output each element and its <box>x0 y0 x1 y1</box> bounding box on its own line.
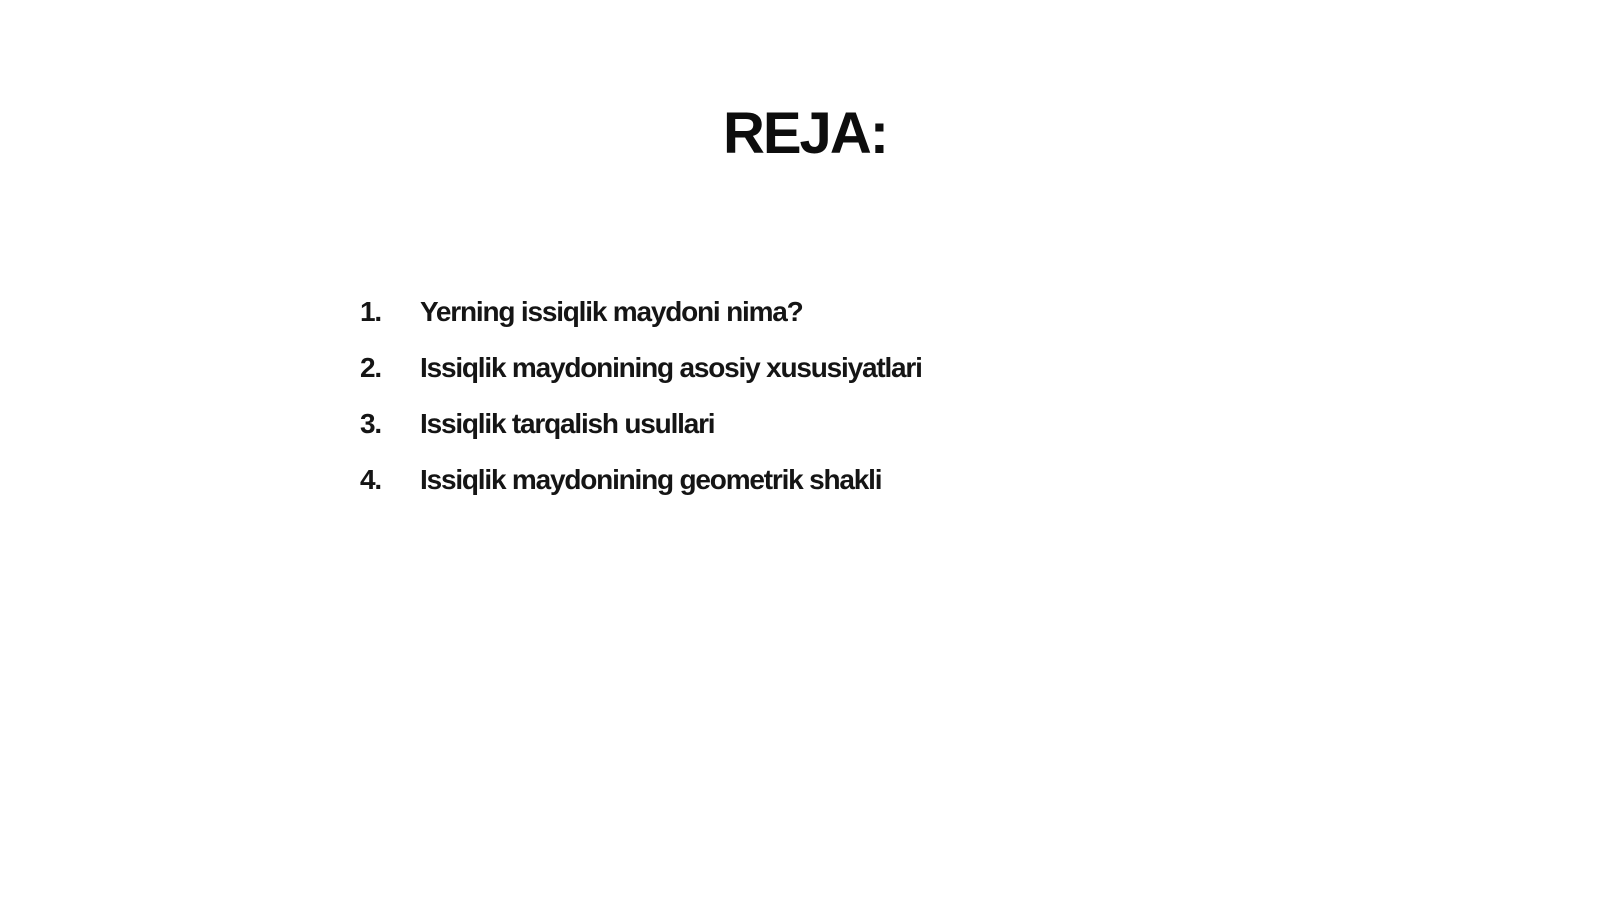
plan-item-number: 2. <box>360 352 381 383</box>
plan-item-number: 1. <box>360 296 381 327</box>
plan-item-number: 4. <box>360 464 381 495</box>
plan-list <box>360 290 922 514</box>
plan-item-2 <box>360 346 922 402</box>
plan-item-4 <box>360 458 922 514</box>
plan-item-text: Issiqlik maydonining geometrik shakli <box>420 464 882 495</box>
plan-item-3 <box>360 402 922 458</box>
slide-title: REJA: <box>722 101 888 166</box>
plan-item-text: Issiqlik tarqalish usullari <box>420 408 715 439</box>
plan-item-1 <box>360 290 922 346</box>
plan-item-text: Yerning issiqlik maydoni nima? <box>420 296 803 327</box>
plan-item-number: 3. <box>360 408 381 439</box>
plan-item-text: Issiqlik maydonining asosiy xususiyatlari <box>420 352 922 383</box>
